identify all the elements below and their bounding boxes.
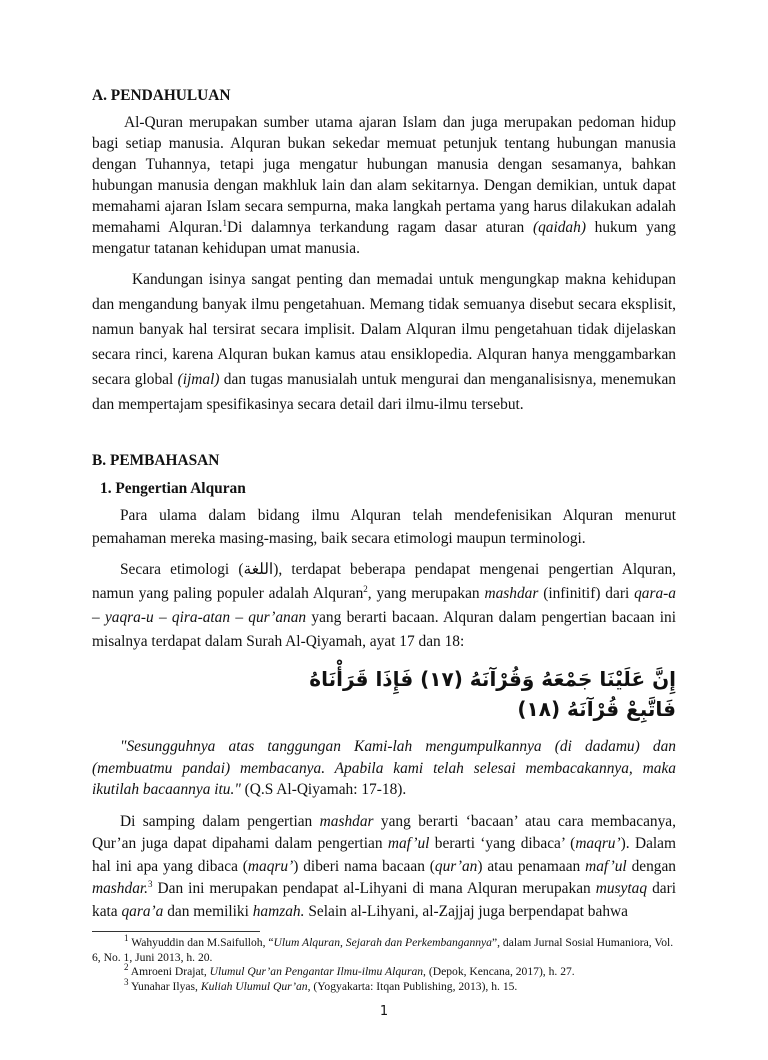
- italic-text: (ijmal): [177, 371, 220, 388]
- footnote-ref: 3: [148, 878, 153, 889]
- text-run: (Q.S Al-Qiyamah: 17-18).: [240, 781, 407, 798]
- paragraph: [92, 267, 676, 417]
- subheading-pengertian-alquran: 1. Pengertian Alquran: [100, 480, 246, 497]
- text-run: Di dalamnya terkandung ragam dasar aturan: [227, 219, 533, 236]
- footnote-ref: 1: [124, 933, 129, 944]
- text-run: , yang merupakan: [367, 585, 485, 602]
- italic-text: Kuliah Ulumul Qur’an: [200, 979, 308, 993]
- italic-text: hamzah.: [252, 902, 305, 920]
- italic-text: mashdar: [319, 812, 374, 830]
- text-run: (infinitif) dari: [538, 585, 635, 602]
- text-run: dari kata: [92, 880, 676, 920]
- text-run: ”, dalam Jurnal Sosial Humaniora, Vol. 6, No. 1, Juni 2013, h. 20.: [92, 936, 674, 964]
- footnote-2: [92, 962, 676, 980]
- italic-text: maqru’: [575, 835, 621, 852]
- footnote-ref: 2: [124, 962, 129, 973]
- italic-text: maf’ul: [585, 857, 627, 875]
- italic-text: Ulumul Qur’an Pengantar Ilmu-ilmu Alquran: [209, 965, 424, 978]
- paragraph: [92, 505, 676, 550]
- text-run: berarti ‘yang dibaca’ (: [429, 835, 576, 852]
- italic-text: maqru’: [247, 857, 294, 875]
- italic-text: "Sesungguhnya atas tanggungan Kami-lah mengumpulkannya (di dadamu) dan (membuatmu pandai) membacanya. Apabila kami telah selesai membacakannya, maka ikutilah bacaannya itu.": [92, 738, 676, 798]
- text-run: ). Dalam hal ini apa yang dibaca (: [92, 835, 676, 875]
- text-run: Wahyuddin dan M.Saifulloh, “: [128, 936, 274, 949]
- footnote-separator: [92, 931, 260, 932]
- footnotes: [92, 933, 676, 994]
- text-run: hukum yang mengatur tatanan kehidupan umat manusia.: [92, 219, 676, 257]
- heading-pendahuluan: A. PENDAHULUAN: [92, 87, 231, 104]
- italic-text: qara’a: [121, 902, 164, 920]
- footnote-ref: 2: [363, 583, 368, 594]
- italic-text: maf’ul: [387, 835, 430, 852]
- text-run: Kandungan isinya sangat penting dan memadai untuk mengungkap makna kehidupan dan mengandung banyak ilmu pengetahuan. Memang tidak semuanya disebut secara eksplisit, namun banyak hal tersirat secara implisit. Dalam Alquran ilmu pengetahuan tidak dijelaskan secara rinci, karena Alquran bukan kamus atau ensiklopedia. Alquran hanya menggambarkan secara global: [92, 271, 676, 388]
- text-run: dengan: [626, 857, 677, 875]
- text-run: , (Yogyakarta: Itqan Publishing, 2013), h. 15.: [307, 979, 518, 993]
- text-run: Amroeni Drajat,: [128, 965, 210, 978]
- text-run: Secara etimologi (اللغة), terdapat beberapa pendapat mengenai pengertian Alquran, namun yang paling populer adalah Alquran: [92, 561, 676, 602]
- text-run: ) atau penamaan: [477, 857, 586, 875]
- text-run: Selain al-Lihyani, al-Zajjaj juga berpendapat bahwa: [304, 902, 628, 920]
- paragraph: [92, 558, 676, 654]
- italic-text: mashdar.: [92, 880, 149, 897]
- text-run: ) diberi nama bacaan (: [293, 857, 435, 875]
- text-run: Dan ini merupakan pendapat al-Lihyani di mana Alquran merupakan: [152, 880, 596, 897]
- italic-text: qur’an: [434, 857, 478, 875]
- verse-translation-quote: [92, 736, 676, 801]
- text-run: Yunahar Ilyas,: [128, 979, 201, 993]
- arabic-verse: إِنَّ عَلَيْنَا جَمْعَهُ وَقُرْآنَهُ (١٧) فَإِذَا قَرَأْنَاهُ فَاتَّبِعْ قُرْآنَهُ (١٨): [309, 667, 676, 721]
- text-run: dan memiliki: [163, 902, 253, 920]
- footnote-ref: 3: [124, 976, 129, 987]
- text-run: yang berarti bacaan. Alquran dalam pengertian bacaan ini misalnya terdapat dalam Surah Al-Qiyamah, ayat 17 dan 18:: [92, 609, 676, 650]
- italic-text: Ulum Alquran, Sejarah dan Perkembangannya: [273, 936, 492, 949]
- text-run: dan tugas manusialah untuk mengurai dan menganalisisnya, menemukan dan mempertajam spesifikasinya secara detail dari ilmu-ilmu tersebut.: [92, 371, 676, 413]
- heading-pembahasan: B. PEMBAHASAN: [92, 452, 220, 469]
- text-run: Di samping dalam pengertian: [120, 812, 320, 830]
- footnote-ref: 1: [222, 217, 227, 228]
- italic-text: qara-a – yaqra-u – qira-atan – qur’anan: [92, 585, 676, 626]
- text-run: , (Depok, Kencana, 2017), h. 27.: [423, 965, 575, 978]
- italic-text: mashdar: [484, 585, 539, 602]
- paragraph: [92, 112, 676, 259]
- italic-text: musytaq: [595, 880, 648, 897]
- footnote-3: [92, 976, 676, 995]
- paragraph: [92, 811, 676, 924]
- footnote-1: [92, 933, 676, 965]
- text-run: yang berarti ‘bacaan’ atau cara membacanya, Qur’an juga dapat dipahami dalam pengertian: [92, 812, 676, 852]
- text-run: Para ulama dalam bidang ilmu Alquran telah mendefenisikan Alquran menurut pemahaman mereka masing-masing, baik secara etimologi maupun terminologi.: [92, 507, 676, 547]
- page-number: 1: [379, 1004, 389, 1019]
- italic-text: (qaidah): [532, 219, 586, 236]
- text-run: Al-Quran merupakan sumber utama ajaran Islam dan juga merupakan pedoman hidup bagi setiap manusia. Alquran bukan sekedar memuat petunjuk tentang hubungan manusia dengan Tuhannya, tetapi juga mengatur hubungan manusia dengan sesamanya, bahkan hubungan manusia dengan makhluk lain dan alam sekitarnya. Dengan demikian, untuk dapat memahami ajaran Islam secara sempurna, maka langkah pertama yang harus dilakukan adalah memahami Alquran.: [92, 114, 676, 236]
